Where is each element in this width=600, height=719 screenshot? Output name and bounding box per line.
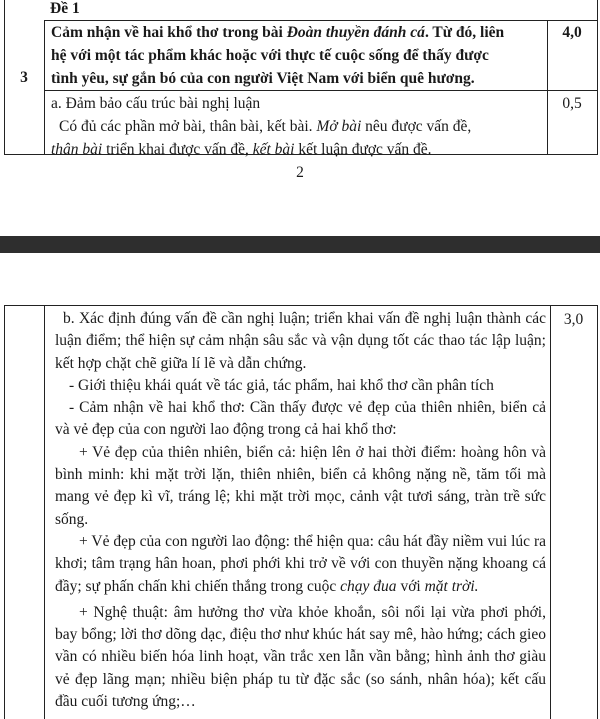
criterion-b-content (55, 308, 546, 713)
criterion-b-intro: b. Xác định đúng vấn đề cần nghị luận; triển khai vấn đề nghị luận thành các luận điểm; thể hiện sự cảm nhận sâu sắc và vận dụng tốt các thao tác lập luận; kết hợp chặt chẽ giữa lí lẽ và dẫn chứng. (55, 310, 546, 372)
criterion-b-points: 3,0 (563, 311, 584, 328)
page-separator (0, 236, 600, 253)
question-number: 3 (20, 69, 28, 86)
grading-table-bottom (0, 305, 600, 719)
sub-bullet-art: + Nghệ thuật: âm hưởng thơ vừa khỏe khoắn, sôi nổi lại vừa phơi phới, bay bổng; lời thơ dõng dạc, điệu thơ như khúc hát say mê, hào hứng; cách gieo vần có nhiều biến hóa linh hoạt, vần trắc xen lẫn vần bằng; hình ảnh thơ giàu vẻ đẹp lãng mạn; nhiều biện pháp tu từ đặc sắc (so sánh, nhân hóa); kết cấu đầu cuối tương ứng;… (55, 603, 546, 711)
criterion-a: a. Đảm bảo cấu trúc bài nghị luận Có đủ các phần mở bài, thân bài, kết bài. Mở bài nêu được vấn đề, thân bài triển khai được vấn đề, kết bài kết luận được vấn đề. (51, 92, 543, 161)
sub-bullet-nature: + Vẻ đẹp của thiên nhiên, biển cả: hiện lên ở hai thời điểm: hoàng hôn và bình minh: khi mặt trời lặn, thiên nhiên, biển cả không nặng nề, tăm tối mà mang vẻ đẹp kì vĩ, tráng lệ; khi mặt trời mọc, cảnh vật tươi sáng, tràn trề sức sống. (55, 443, 546, 528)
previous-page-fragment (0, 0, 600, 236)
bullet-analysis: - Cảm nhận về hai khổ thơ: Cần thấy được vẻ đẹp của thiên nhiên, biển cả và vẻ đẹp của con người lao động trong cả hai khổ thơ: (55, 399, 546, 439)
total-points: 4,0 (562, 24, 582, 41)
criterion-a-title: a. Đảm bảo cấu trúc bài nghị luận (51, 95, 261, 112)
page-number: 2 (296, 164, 304, 181)
next-page-fragment (0, 253, 600, 719)
question-prompt: Cảm nhận về hai khổ thơ trong bài Đoàn thuyền đánh cá. Từ đó, liên hệ với một tác phẩm khác hoặc với thực tế cuộc sống để thấy được tình yêu, sự gắn bó của con người Việt Nam với biển quê hương. (51, 24, 505, 87)
sub-bullet-people: + Vẻ đẹp của con người lao động: thể hiện qua: câu hát đầy niềm vui lúc ra khơi; tâm trạng hân hoan, phơi phới khi trở về với con thuyền nặng khoang cá đầy; sự phấn chấn khi chiến thắng trong cuộc chạy đua với mặt trời. (55, 532, 546, 595)
exam-heading: Đề 1 (50, 0, 80, 17)
bullet-introduction: - Giới thiệu khái quát về tác giả, tác phẩm, hai khổ thơ cần phân tích (69, 376, 494, 394)
criterion-a-points: 0,5 (562, 95, 582, 112)
grading-table-top (0, 0, 600, 158)
